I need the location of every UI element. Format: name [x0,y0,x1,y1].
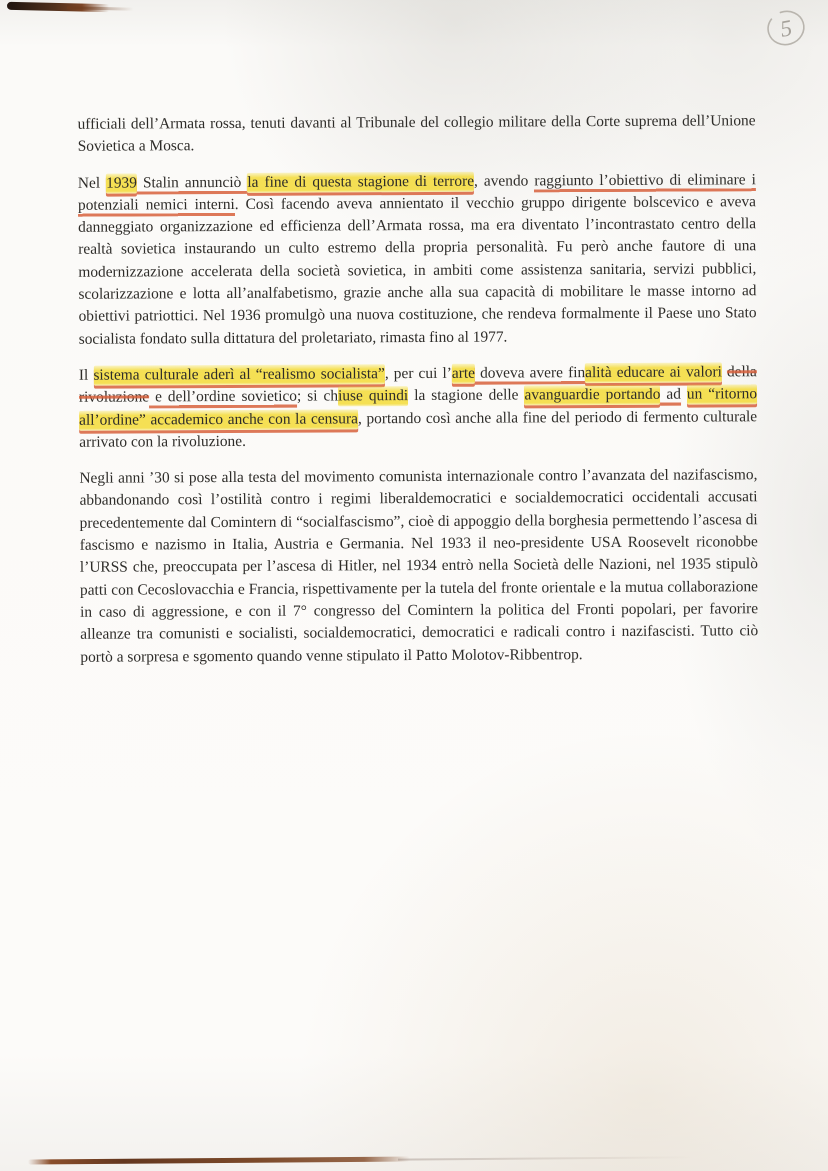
highlighted-text: un “ritorno all’ordine” accademico anche con la censura [79,385,758,429]
underlined-text: ad [660,385,681,403]
paragraph [78,110,756,158]
highlighted-text: avanguardie portando [524,385,661,404]
text-segment: Nel [77,174,107,192]
paragraph [79,361,757,454]
scan-artifact-top-streak [7,2,111,12]
highlighted-text: 1939 [106,174,137,192]
text-segment: , avendo [473,171,535,190]
highlighted-text: alità educare ai valori [585,363,722,382]
text-segment: ; si ch [296,387,339,405]
underlined-text: Stalin annunciò [136,173,248,192]
text-segment: , per cui l’ [384,364,452,383]
highlighted-text: arte [451,364,475,382]
svg-text:5: 5 [778,15,794,42]
handwritten-page-number [764,5,808,51]
text-segment: la stagione delle [408,386,525,405]
highlighted-text: iuse quindi [338,387,409,405]
text-segment: ufficiali dell’Armata rossa, tenuti davanti al Tribunale del collegio militare della Corte suprema dell’Unione Sovietica a Mosca. [77,112,756,156]
text-segment: , portando così anche alla fine del periodo di fermento culturale arrivato con la rivoluzione. [79,407,758,451]
paragraph [79,464,758,668]
document-text [78,110,759,682]
highlighted-text: la fine di questa stagione di terrore [247,172,475,191]
underlined-text: della rivoluzione [78,363,757,407]
underlined-text: raggiunto l’obiettivo di eliminare i potenziali nemici interni [77,170,756,214]
highlighted-text: sistema culturale aderì al “realismo socialista” [93,365,385,384]
text-segment: Negli anni ’30 si pose alla testa del movimento comunista internazionale contro l’avanzata del nazifascismo, abbandonando così l’ostilità contro i regimi liberaldemocratici e socialdemocratici occidentali accusati precedentemente dal Comintern di “socialfascismo”, cioè di appoggio della borghesia permettendo l’ascesa di fascismo e nazismo in Italia, Austria e Germania. Nel 1933 il neo-presidente USA Roosevelt riconobbe l’URSS che, preoccupata per l’ascesa di Hitler, nel 1934 entrò nella Società delle Nazioni, nel 1935 stipulò patti con Cecoslovacchia e Francia, rispettivamente per la tutela del fronte orientale e la mutua collaborazione in caso di aggressione, e con il 7° congresso del Comintern la politica del Fronti popolari, per favorire alleanze tra comunisti e socialisti, socialdemocratici, democratici e radicali contro i nazifascisti. Tutto ciò portò a sorpresa e sgomento quando venne stipulato il Patto Molotov-Ribbentrop. [79,466,759,666]
pencil-circle-icon [764,5,808,51]
underlined-text: e dell’ordine sovietico [149,387,298,406]
text-segment: . Così facendo aveva annientato il vecchio gruppo dirigente bolscevico e aveva danneggiato organizzazione ed efficienza dell’Armata rossa, ma era diventato l’incontrastato centro della realtà sovietica instaurando un culto estremo della propria personalità. Fu però anche fautore di una modernizzazione accelerata della società sovietica, in ambiti come assistenza sanitaria, servizi pubblici, scolarizzazione e lotta all’analfabetismo, grazie anche alla sua capacità di mobilitare le masse intorno ad obiettivi patriottici. Nel 1936 promulgò una nuova costituzione, che rendeva formalmente il Paese uno Stato socialista fondato sulla dittatura del proletariato, rimasta fino al 1977. [78,193,757,348]
text-segment: Il [78,366,94,384]
scan-artifact-bottom-streak [28,1157,410,1165]
paragraph [78,169,757,351]
underlined-text: doveva avere fin [474,364,586,382]
